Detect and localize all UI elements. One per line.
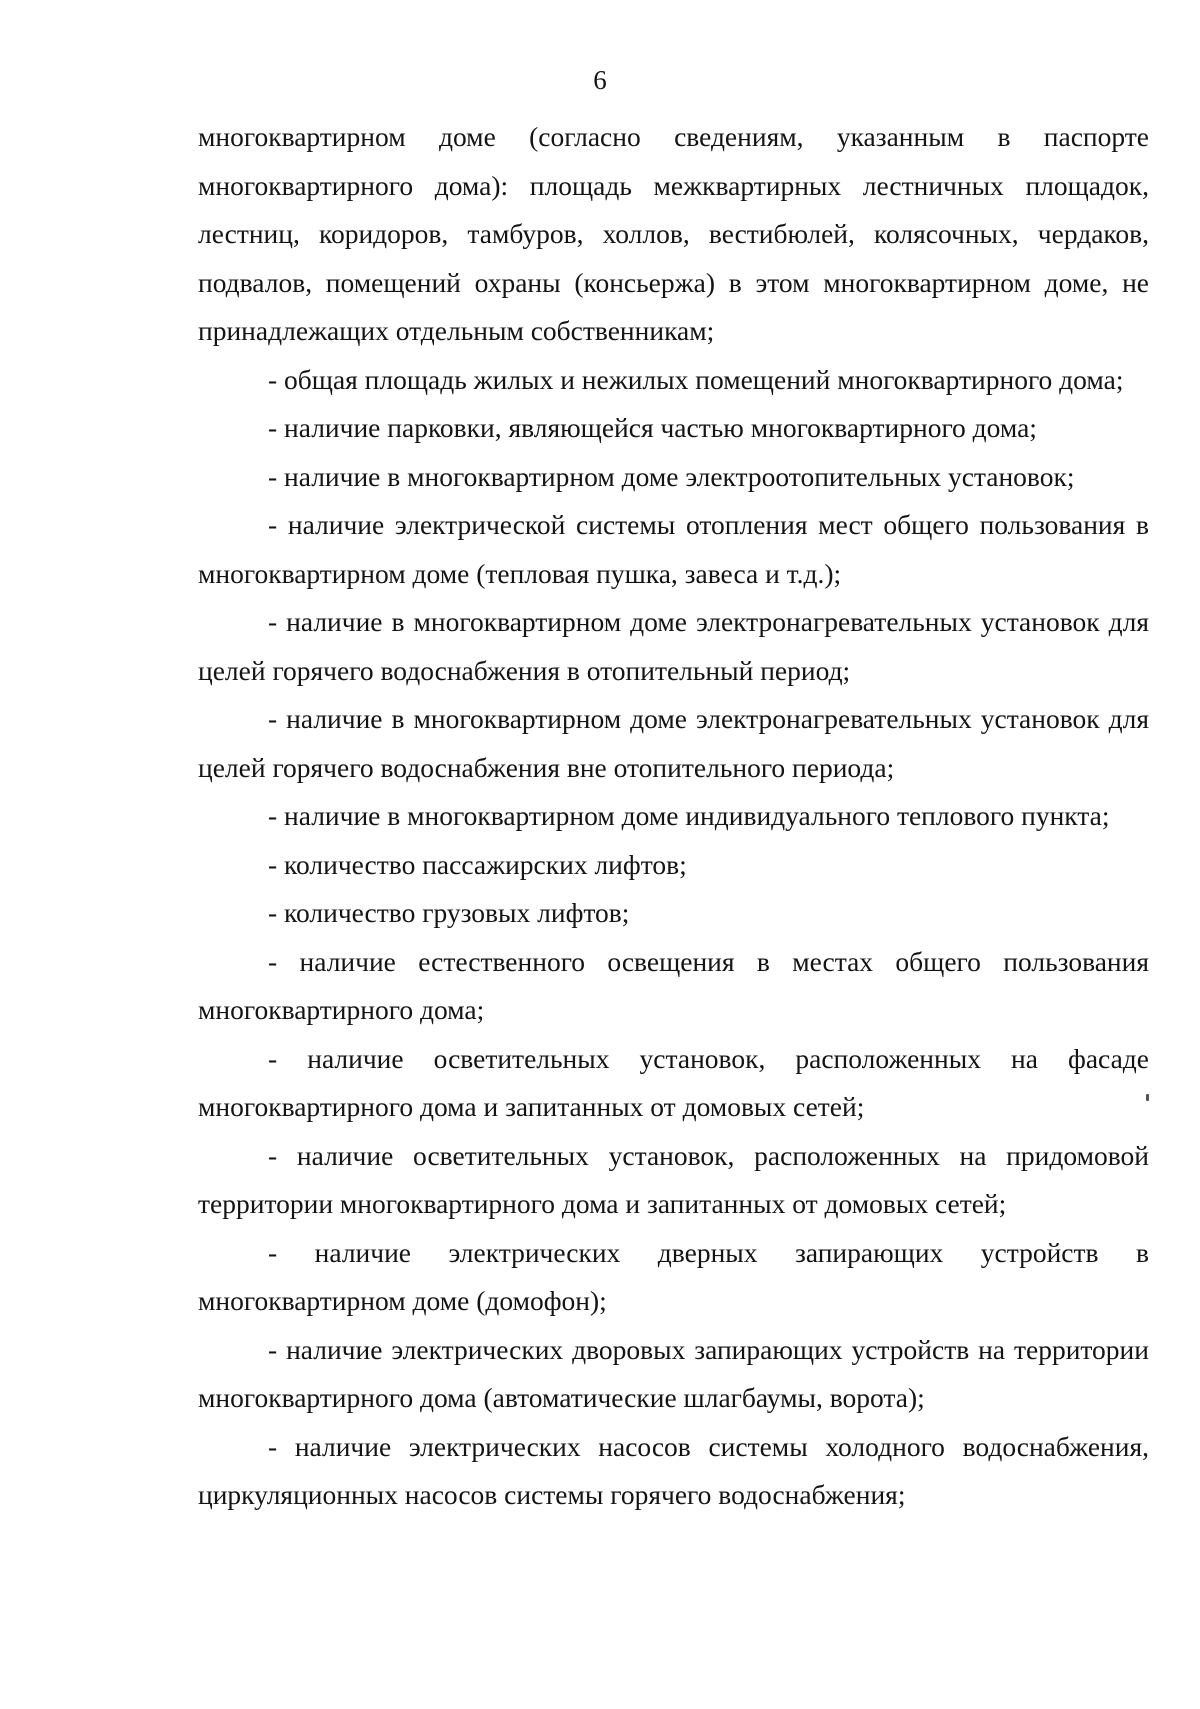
list-item-natural-lighting: - наличие естественного освещения в местах общего пользования многоквартирного дома; bbox=[198, 945, 1149, 1025]
list-item-water-pumps: - наличие электрических насосов системы холодного водоснабжения, циркуляционных насосов системы горячего водоснабжения; bbox=[198, 1430, 1149, 1510]
list-item-heat-point: - наличие в многоквартирном доме индивидуального теплового пункта; bbox=[268, 800, 1110, 831]
list-item-water-heaters-heating-season: - наличие в многоквартирном доме электронагревательных установок для целей горячего водоснабжения в отопительный период; bbox=[198, 606, 1149, 686]
list-item-door-locks: - наличие электрических дверных запирающих устройств в многоквартирном доме (домофон); bbox=[198, 1236, 1149, 1316]
list-item-passenger-lifts: - количество пассажирских лифтов; bbox=[268, 848, 687, 880]
list-item-territory-lighting: - наличие осветительных установок, расположенных на придомовой территории многоквартирного дома и запитанных от домовых сетей; bbox=[198, 1139, 1149, 1219]
list-item-yard-locks: - наличие электрических дворовых запирающих устройств на территории многоквартирного дома (автоматические шлагбаумы, ворота); bbox=[198, 1333, 1149, 1413]
page-number: 6 bbox=[593, 65, 607, 95]
list-item-facade-lighting: - наличие осветительных установок, расположенных на фасаде многоквартирного дома и запитанных от домовых сетей; bbox=[198, 1042, 1149, 1122]
paragraph-continuation: многоквартирном доме (согласно сведениям, указанным в паспорте многоквартирного дома): площадь межквартирных лестничных площадок, лестниц, коридоров, тамбуров, холлов, вестибюлей, колясочных, чердаков, подвалов, помещений охраны (консьержа) в этом многоквартирном доме, не принадлежащих отдельным собственникам; bbox=[198, 121, 1149, 346]
list-item-electric-heating-units: - наличие в многоквартирном доме электроотопительных установок; bbox=[268, 460, 1075, 492]
list-item-water-heaters-off-season: - наличие в многоквартирном доме электронагревательных установок для целей горячего водоснабжения вне отопительного периода; bbox=[198, 703, 1149, 783]
document-body bbox=[198, 113, 1149, 1520]
scan-speck bbox=[1146, 1094, 1149, 1101]
list-item-total-area: - общая площадь жилых и нежилых помещений многоквартирного дома; bbox=[268, 363, 1124, 395]
list-item-electric-heating-common-areas: - наличие электрической системы отопления мест общего пользования в многоквартирном доме (тепловая пушка, завеса и т.д.); bbox=[198, 509, 1149, 589]
list-item-freight-lifts: - количество грузовых лифтов; bbox=[268, 897, 630, 928]
list-item-parking: - наличие парковки, являющейся частью многоквартирного дома; bbox=[268, 412, 1037, 443]
